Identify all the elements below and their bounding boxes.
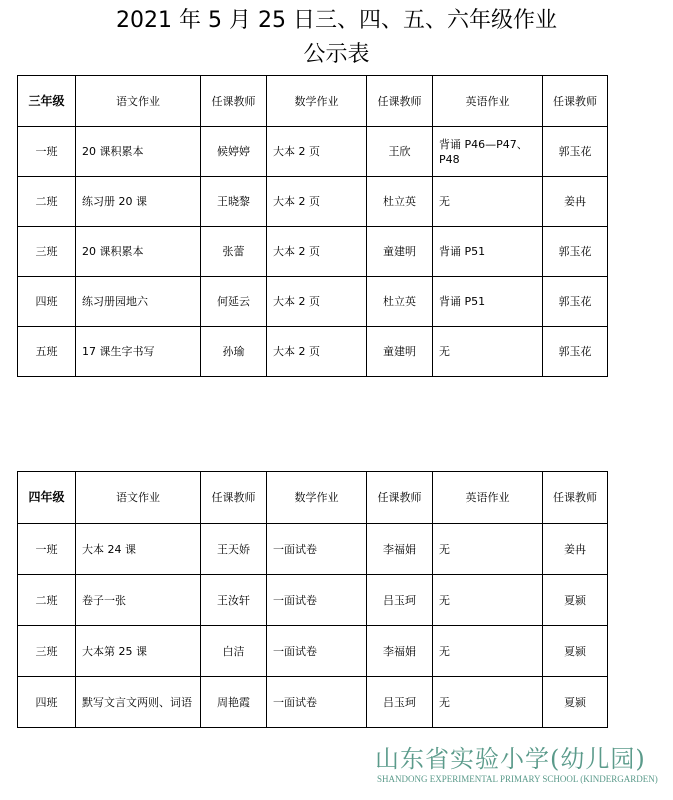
english-homework: 无 [433,177,543,227]
chinese-teacher: 孙瑜 [201,327,267,377]
math-homework: 一面试卷 [267,524,367,575]
class-name: 五班 [18,327,76,377]
table-row [18,677,608,728]
table-row [18,227,608,277]
class-name: 三班 [18,227,76,277]
english-teacher: 郭玉花 [543,127,608,177]
english-homework: 无 [433,524,543,575]
chinese-teacher: 候婷婷 [201,127,267,177]
english-teacher: 夏颍 [543,677,608,728]
english-teacher: 郭玉花 [543,277,608,327]
grade-label: 四年级 [18,472,76,524]
math-teacher: 李福娟 [367,524,433,575]
english-teacher: 姜冉 [543,524,608,575]
class-name: 四班 [18,277,76,327]
page-subtitle: 公示表 [303,42,370,67]
table-row [18,524,608,575]
table-row [18,575,608,626]
class-name: 四班 [18,677,76,728]
table-row [18,127,608,177]
table-row [18,177,608,227]
chinese-teacher: 何延云 [201,277,267,327]
table-row [18,626,608,677]
english-homework: 背诵 P46—P47、P48 [433,127,543,177]
chinese-homework: 默写文言文两则、词语 [76,677,201,728]
table-header-row [18,76,608,127]
table-header-row [18,472,608,524]
english-teacher: 郭玉花 [543,327,608,377]
chinese-teacher: 王天娇 [201,524,267,575]
header-chinese-teacher: 任课教师 [201,472,267,524]
chinese-homework: 练习册 20 课 [76,177,201,227]
class-name: 一班 [18,524,76,575]
math-teacher: 童建明 [367,327,433,377]
math-homework: 大本 2 页 [267,327,367,377]
table-row [18,327,608,377]
grade-label: 三年级 [18,76,76,127]
header-math: 数学作业 [267,76,367,127]
class-name: 三班 [18,626,76,677]
header-english-teacher: 任课教师 [543,76,608,127]
math-teacher: 杜立英 [367,177,433,227]
english-homework: 背诵 P51 [433,277,543,327]
english-homework: 无 [433,575,543,626]
math-homework: 一面试卷 [267,677,367,728]
english-teacher: 夏颍 [543,575,608,626]
chinese-homework: 大本 24 课 [76,524,201,575]
english-teacher: 郭玉花 [543,227,608,277]
chinese-teacher: 王汝轩 [201,575,267,626]
header-english: 英语作业 [433,76,543,127]
english-homework: 无 [433,677,543,728]
chinese-homework: 大本第 25 课 [76,626,201,677]
math-homework: 大本 2 页 [267,277,367,327]
math-teacher: 王欣 [367,127,433,177]
header-math-teacher: 任课教师 [367,76,433,127]
math-teacher: 李福娟 [367,626,433,677]
chinese-homework: 卷子一张 [76,575,201,626]
chinese-homework: 练习册园地六 [76,277,201,327]
chinese-homework: 17 课生字书写 [76,327,201,377]
math-teacher: 吕玉珂 [367,575,433,626]
header-math-teacher: 任课教师 [367,472,433,524]
english-homework: 无 [433,626,543,677]
math-teacher: 吕玉珂 [367,677,433,728]
chinese-teacher: 白洁 [201,626,267,677]
math-homework: 一面试卷 [267,626,367,677]
math-homework: 大本 2 页 [267,127,367,177]
school-logo [375,745,665,785]
chinese-homework: 20 课积累本 [76,227,201,277]
chinese-homework: 20 课积累本 [76,127,201,177]
math-homework: 一面试卷 [267,575,367,626]
chinese-teacher: 王晓黎 [201,177,267,227]
header-chinese: 语文作业 [76,472,201,524]
grade3-homework-table [17,75,608,377]
table-row [18,277,608,327]
math-teacher: 童建明 [367,227,433,277]
class-name: 一班 [18,127,76,177]
math-homework: 大本 2 页 [267,177,367,227]
math-homework: 大本 2 页 [267,227,367,277]
header-chinese-teacher: 任课教师 [201,76,267,127]
class-name: 二班 [18,177,76,227]
english-homework: 背诵 P51 [433,227,543,277]
english-teacher: 姜冉 [543,177,608,227]
chinese-teacher: 周艳霞 [201,677,267,728]
chinese-teacher: 张蕾 [201,227,267,277]
header-english: 英语作业 [433,472,543,524]
school-name-cn: 山东省实验小学(幼儿园) [375,745,646,773]
school-name-en: SHANDONG EXPERIMENTAL PRIMARY SCHOOL (KINDERGARDEN) [377,774,658,784]
header-english-teacher: 任课教师 [543,472,608,524]
page-title: 2021 年 5 月 25 日三、四、五、六年级作业 [116,8,557,33]
class-name: 二班 [18,575,76,626]
english-teacher: 夏颍 [543,626,608,677]
math-teacher: 杜立英 [367,277,433,327]
header-chinese: 语文作业 [76,76,201,127]
grade4-homework-table [17,471,608,728]
english-homework: 无 [433,327,543,377]
header-math: 数学作业 [267,472,367,524]
